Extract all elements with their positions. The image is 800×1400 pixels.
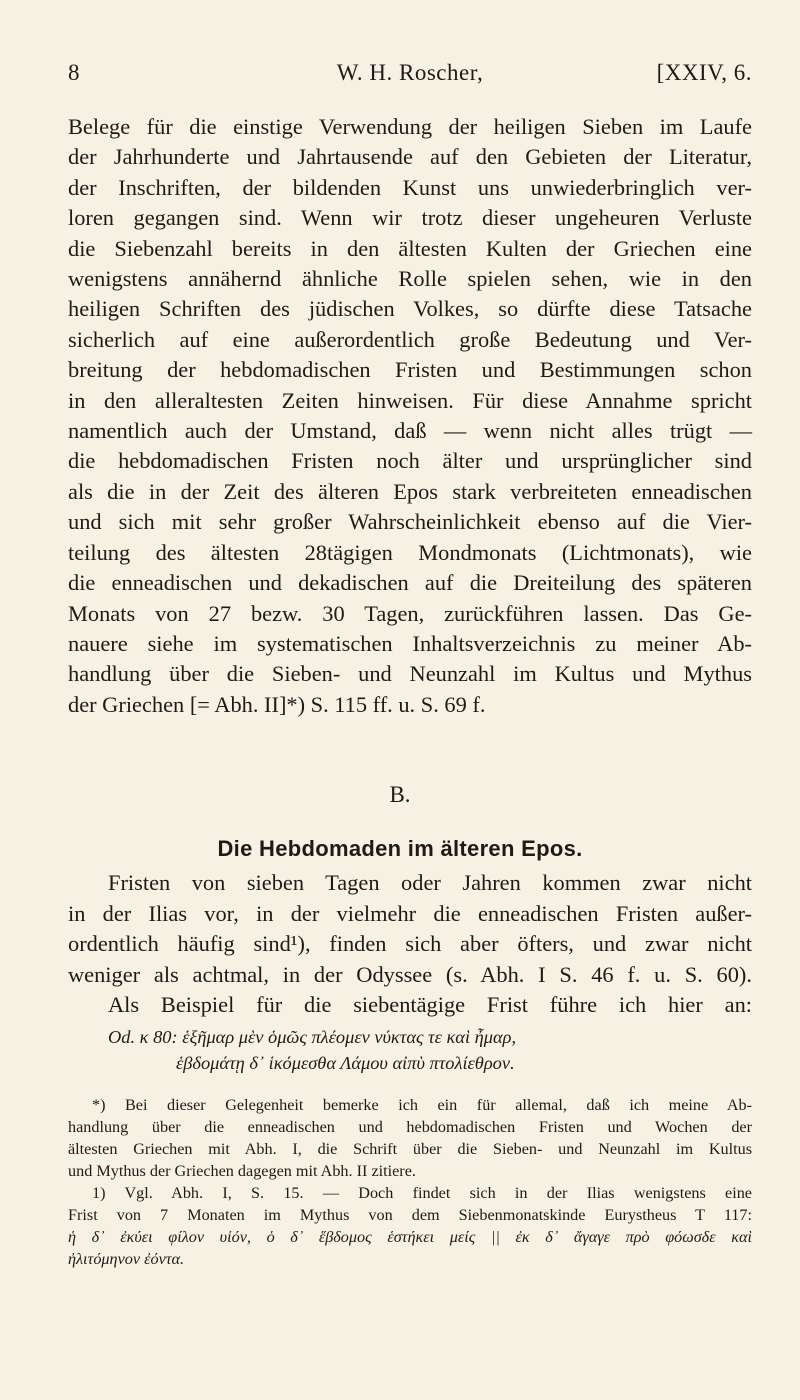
footnote-line: ἡ δ᾽ ἐκύει φίλον υἱόν, ὁ δ᾽ ἕβδομος ἑστήκει μείς || ἐκ δ᾽ ἄγαγε πρὸ φόωσδε καὶ [68,1228,752,1246]
running-header [68,60,752,100]
text-line: der Inschriften, der bildenden Kunst uns unwiederbringlich ver- [68,174,752,200]
text-line: und sich mit sehr großer Wahrscheinlichkeit ebenso auf die Vier- [68,509,752,535]
text-line: die enneadischen und dekadischen auf die Dreiteilung des späteren [68,570,752,596]
text-line: als die in der Zeit des älteren Epos stark verbreiteten enneadischen [68,478,752,504]
footnote-line: und Mythus der Griechen dagegen mit Abh. II zitiere. [68,1162,416,1180]
volume-reference: [XXIV, 6. [656,60,752,85]
text-line: Monats von 27 bezw. 30 Tagen, zurückführen lassen. Das Ge- [68,600,752,626]
greek-quotation [68,1024,752,1076]
text-line: heiligen Schriften des jüdischen Volkes, so dürfte diese Tatsache [68,296,752,322]
text-line: der Griechen [= Abh. II]*) S. 115 ff. u. S. 69 f. [68,691,486,717]
section-title: Die Hebdomaden im älteren Epos. [217,836,583,861]
text-line: in der Ilias vor, in der vielmehr die enneadischen Fristen außer- [68,900,752,926]
text-line: Fristen von sieben Tagen oder Jahren kommen zwar nicht [108,870,752,895]
text-line: wenigstens annähernd ähnliche Rolle spielen sehen, wie in den [68,266,752,292]
page-number: 8 [68,60,80,85]
running-author: W. H. Roscher, [336,60,484,85]
footnote-line: Frist von 7 Monaten im Mythus von dem Siebenmonatskinde Eurystheus T 117: [68,1206,752,1224]
footnote-line: 1) Vgl. Abh. I, S. 15. — Doch findet sich in der Ilias wenigstens eine [92,1184,752,1202]
footnote-line: ἠλιτόμηνον ἐόντα. [68,1250,185,1268]
text-line: handlung über die Sieben- und Neunzahl im Kultus und Mythus [68,661,752,687]
text-line: loren gegangen sind. Wenn wir trotz dieser ungeheuren Verluste [68,205,752,231]
text-line: ordentlich häufig sind¹), finden sich aber öfters, und zwar nicht [68,931,752,957]
text-line: breitung der hebdomadischen Fristen und Bestimmungen schon [68,357,752,383]
text-line: Als Beispiel für die siebentägige Frist führe ich hier an: [108,992,752,1018]
text-line: die Siebenzahl bereits in den ältesten Kulten der Griechen eine [68,235,752,261]
greek-line: Od. κ 80: ἑξῆμαρ μὲν ὁμῶς πλέομεν νύκτας τε καὶ ἦμαρ, [108,1027,517,1047]
text-line: Belege für die einstige Verwendung der heiligen Sieben im Laufe [68,114,752,139]
footnote-line: *) Bei dieser Gelegenheit bemerke ich ein für allemal, daß ich meine Ab- [92,1096,752,1114]
intro-paragraph [68,112,752,720]
text-line: die hebdomadischen Fristen noch älter und ursprünglicher sind [68,448,752,474]
text-line: teilung des ältesten 28tägigen Mondmonats (Lichtmonats), wie [68,539,752,565]
section-letter: B. [389,782,411,807]
footnote-line: handlung über die enneadischen und hebdomadischen Fristen und Wochen der [68,1118,752,1136]
text-line: namentlich auch der Umstand, daß — wenn nicht alles trügt — [68,418,752,444]
section-paragraph [68,868,752,1021]
text-line: nauere siehe im systematischen Inhaltsverzeichnis zu meiner Ab- [68,630,752,656]
text-line: weniger als achtmal, in der Odyssee (s. Abh. I S. 46 f. u. S. 60). [68,961,752,987]
footnotes [68,1094,752,1270]
text-line: sicherlich auf eine außerordentlich große Bedeutung und Ver- [68,326,752,352]
greek-line: ἑβδομάτῃ δ᾽ ἱκόμεσθα Λάμου αἰπὺ πτολίεθρον. [176,1053,515,1073]
text-line: in den alleraltesten Zeiten hinweisen. Für diese Annahme spricht [68,387,752,413]
text-line: der Jahrhunderte und Jahrtausende auf den Gebieten der Literatur, [68,144,752,170]
footnote-line: ältesten Griechen mit Abh. I, die Schrift über die Sieben- und Neunzahl im Kultus [68,1140,752,1158]
